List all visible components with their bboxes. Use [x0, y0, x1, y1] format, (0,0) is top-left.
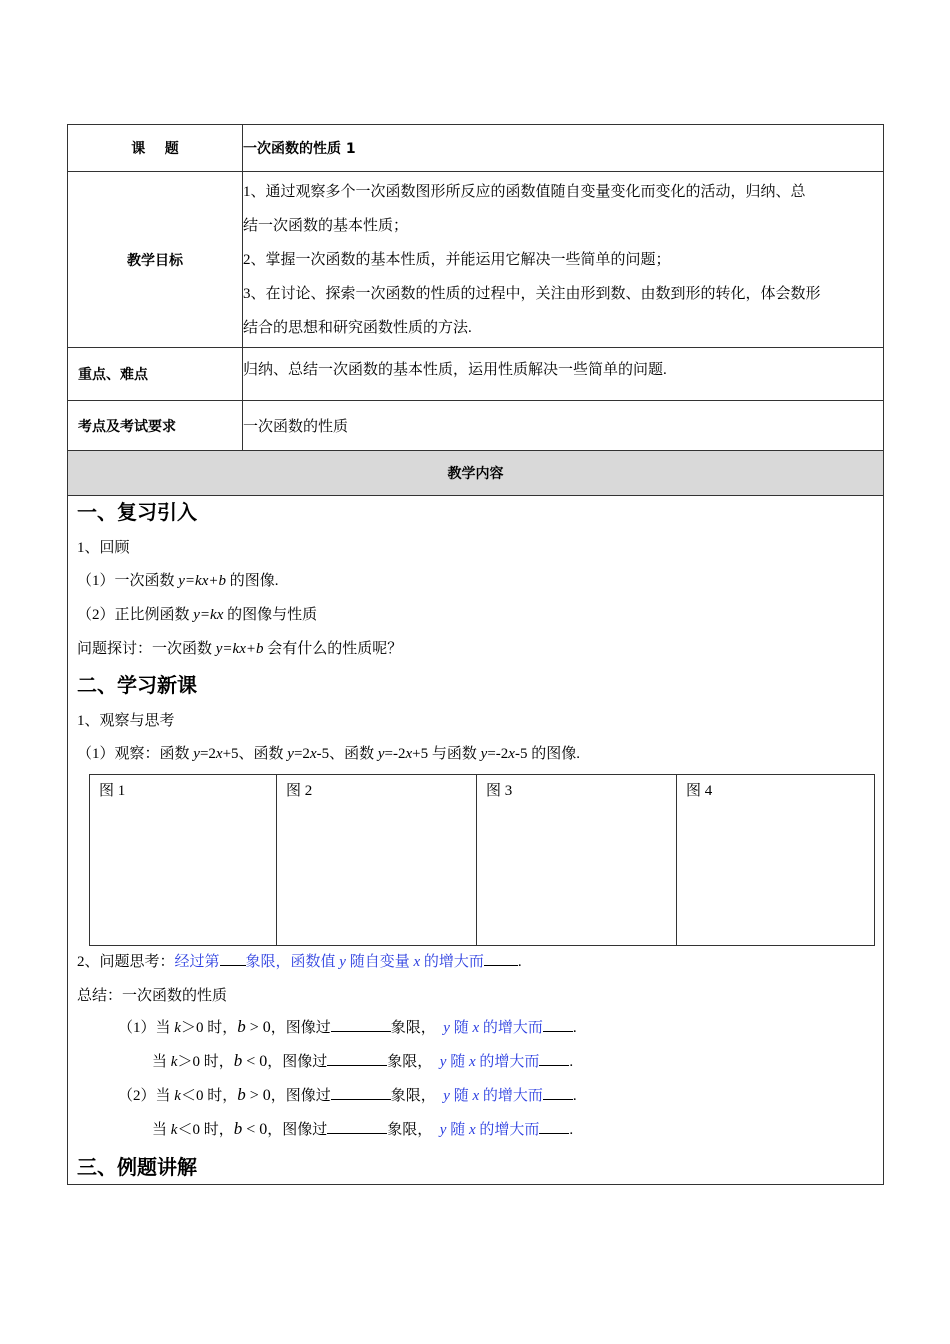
content-header: 教学内容	[68, 451, 884, 496]
topic-row	[68, 125, 884, 172]
section-2-title: 二、学习新课	[77, 673, 197, 697]
topic-label: 课 题	[68, 125, 243, 172]
figure-cell: 图 1	[90, 775, 277, 946]
exam-label: 考点及考试要求	[68, 401, 243, 451]
goals-row	[68, 172, 884, 348]
goal-line: 1、通过观察多个一次函数图形所反应的函数值随自变量变化而变化的活动，归纳、总	[243, 183, 806, 200]
key-row	[68, 348, 884, 401]
answer-blank[interactable]	[539, 1051, 569, 1066]
answer-blank[interactable]	[484, 951, 518, 966]
review-item: 1、回顾	[77, 540, 130, 556]
content-header-row	[68, 451, 884, 496]
key-label: 重点、难点	[68, 348, 243, 401]
summary-line: 当 k＜0 时，b < 0，图像过 象限， y 随 x 的增大而 .	[152, 1119, 574, 1138]
exam-row	[68, 401, 884, 451]
summary-title: 总结：一次函数的性质	[77, 988, 228, 1004]
goals-value	[243, 172, 884, 348]
goal-line: 3、在讨论、探索一次函数的性质的过程中，关注由形到数、由数到形的转化，体会数形	[243, 285, 821, 302]
figure-cell: 图 3	[477, 775, 677, 946]
summary-line: 当 k＞0 时，b < 0，图像过 象限， y 随 x 的增大而 .	[152, 1051, 574, 1070]
goal-line: 2、掌握一次函数的基本性质，并能运用它解决一些简单的问题；	[243, 251, 671, 268]
content-row	[68, 496, 884, 1185]
review-item-2: （2）正比例函数 y=kx 的图像与性质	[77, 607, 318, 623]
figure-grid	[89, 774, 875, 946]
goals-label: 教学目标	[68, 172, 243, 348]
content-body	[68, 496, 884, 1185]
goal-line: 结合的思想和研究函数性质的方法.	[243, 319, 472, 336]
answer-blank[interactable]	[543, 1017, 573, 1032]
question2-line: 2、问题思考：经过第 象限，函数值 y 随自变量 x 的增大而 .	[77, 950, 522, 971]
exam-value: 一次函数的性质	[243, 401, 884, 451]
section-3-title: 三、例题讲解	[77, 1155, 197, 1179]
answer-blank[interactable]	[331, 1085, 391, 1100]
observe-line: （1）观察：函数 y=2x+5、函数 y=2x-5、函数 y=-2x+5 与函数 y=-2x-5 的图像.	[77, 746, 580, 762]
summary-line: （1）当 k＞0 时，b > 0，图像过 象限， y 随 x 的增大而 .	[118, 1017, 577, 1036]
question-line: 问题探讨：一次函数 y=kx+b 会有什么的性质呢？	[77, 641, 403, 657]
answer-blank[interactable]	[539, 1119, 569, 1134]
review-item-1: （1）一次函数 y=kx+b 的图像.	[77, 573, 279, 589]
lesson-plan-table	[67, 124, 884, 1185]
figure-cell: 图 4	[677, 775, 875, 946]
topic-value: 一次函数的性质 1	[243, 125, 884, 172]
goal-line: 结一次函数的基本性质；	[243, 217, 409, 234]
answer-blank[interactable]	[331, 1017, 391, 1032]
answer-blank[interactable]	[327, 1051, 387, 1066]
answer-blank[interactable]	[543, 1085, 573, 1100]
section-1-title: 一、复习引入	[77, 500, 197, 524]
key-value: 归纳、总结一次函数的基本性质，运用性质解决一些简单的问题.	[243, 348, 884, 401]
figure-cell: 图 2	[277, 775, 477, 946]
summary-line: （2）当 k＜0 时，b > 0，图像过 象限， y 随 x 的增大而 .	[118, 1085, 577, 1104]
answer-blank[interactable]	[220, 951, 246, 966]
observe-title: 1、观察与思考	[77, 713, 175, 729]
answer-blank[interactable]	[327, 1119, 387, 1134]
